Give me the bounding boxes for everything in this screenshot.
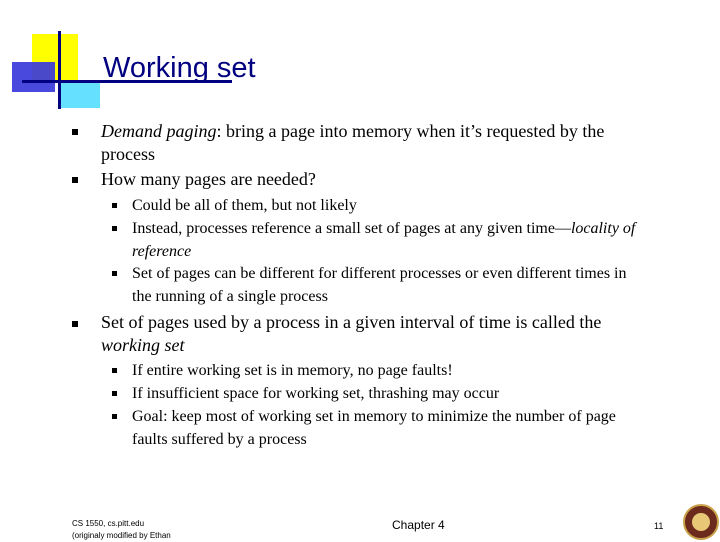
- sub-bullet-marker: [112, 414, 117, 419]
- bullet-text-cont: the running of a single process: [132, 287, 328, 305]
- sub-bullet-no-faults: If entire working set is in memory, no page faults!: [132, 362, 453, 379]
- decor-blue-square: [12, 62, 55, 92]
- seal-center: [692, 513, 710, 531]
- sub-bullet-marker: [112, 391, 117, 396]
- bullet-how-many-pages: How many pages are needed?: [101, 169, 316, 189]
- bullet-text: Instead, processes reference a small set of pages at any given time—: [132, 220, 571, 237]
- decor-cyan-square: [60, 82, 100, 108]
- sub-bullet-not-likely: Could be all of them, but not likely: [132, 197, 357, 214]
- footer-course: [72, 518, 171, 542]
- bullet-text: Goal: keep most of working set in memory to minimize the number of page: [132, 408, 616, 425]
- bullet-working-set-def: [101, 311, 601, 357]
- bullet-text: : bring a page into memory when it’s requested by the: [216, 121, 605, 141]
- sub-bullet-marker: [112, 271, 117, 276]
- sub-bullet-marker: [112, 226, 117, 231]
- bullet-marker: [72, 129, 78, 135]
- bullet-text: Set of pages used by a process in a given interval of time is called the: [101, 312, 602, 332]
- term-demand-paging: Demand paging: [101, 121, 217, 141]
- footer-course-line2: (originaly modified by Ethan: [72, 531, 171, 540]
- decor-vertical-line: [58, 31, 61, 109]
- sub-bullet-thrashing: If insufficient space for working set, thrashing may occur: [132, 385, 500, 402]
- slide-title: Working set: [103, 52, 256, 84]
- bullet-text-cont: process: [101, 144, 155, 164]
- sub-bullet-locality: [132, 218, 712, 263]
- bullet-marker: [72, 177, 78, 183]
- term-working-set: working set: [101, 335, 185, 355]
- bullet-marker: [72, 321, 78, 327]
- sub-bullet-marker: [112, 368, 117, 373]
- bullet-text-cont: faults suffered by a process: [132, 430, 307, 448]
- footer-chapter: Chapter 4: [392, 518, 445, 532]
- term-reference: reference: [132, 242, 192, 260]
- sub-bullet-set-of-pages: [132, 263, 626, 308]
- sub-bullet-marker: [112, 203, 117, 208]
- bullet-text: Set of pages can be different for different processes or even different times in: [132, 265, 627, 282]
- footer-course-line1: CS 1550, cs.pitt.edu: [72, 519, 145, 528]
- footer-page-number: 11: [654, 521, 664, 531]
- bullet-demand-paging: [101, 120, 604, 166]
- term-locality: locality of: [570, 220, 636, 237]
- university-seal-icon: [683, 504, 719, 540]
- sub-bullet-goal: [132, 406, 616, 451]
